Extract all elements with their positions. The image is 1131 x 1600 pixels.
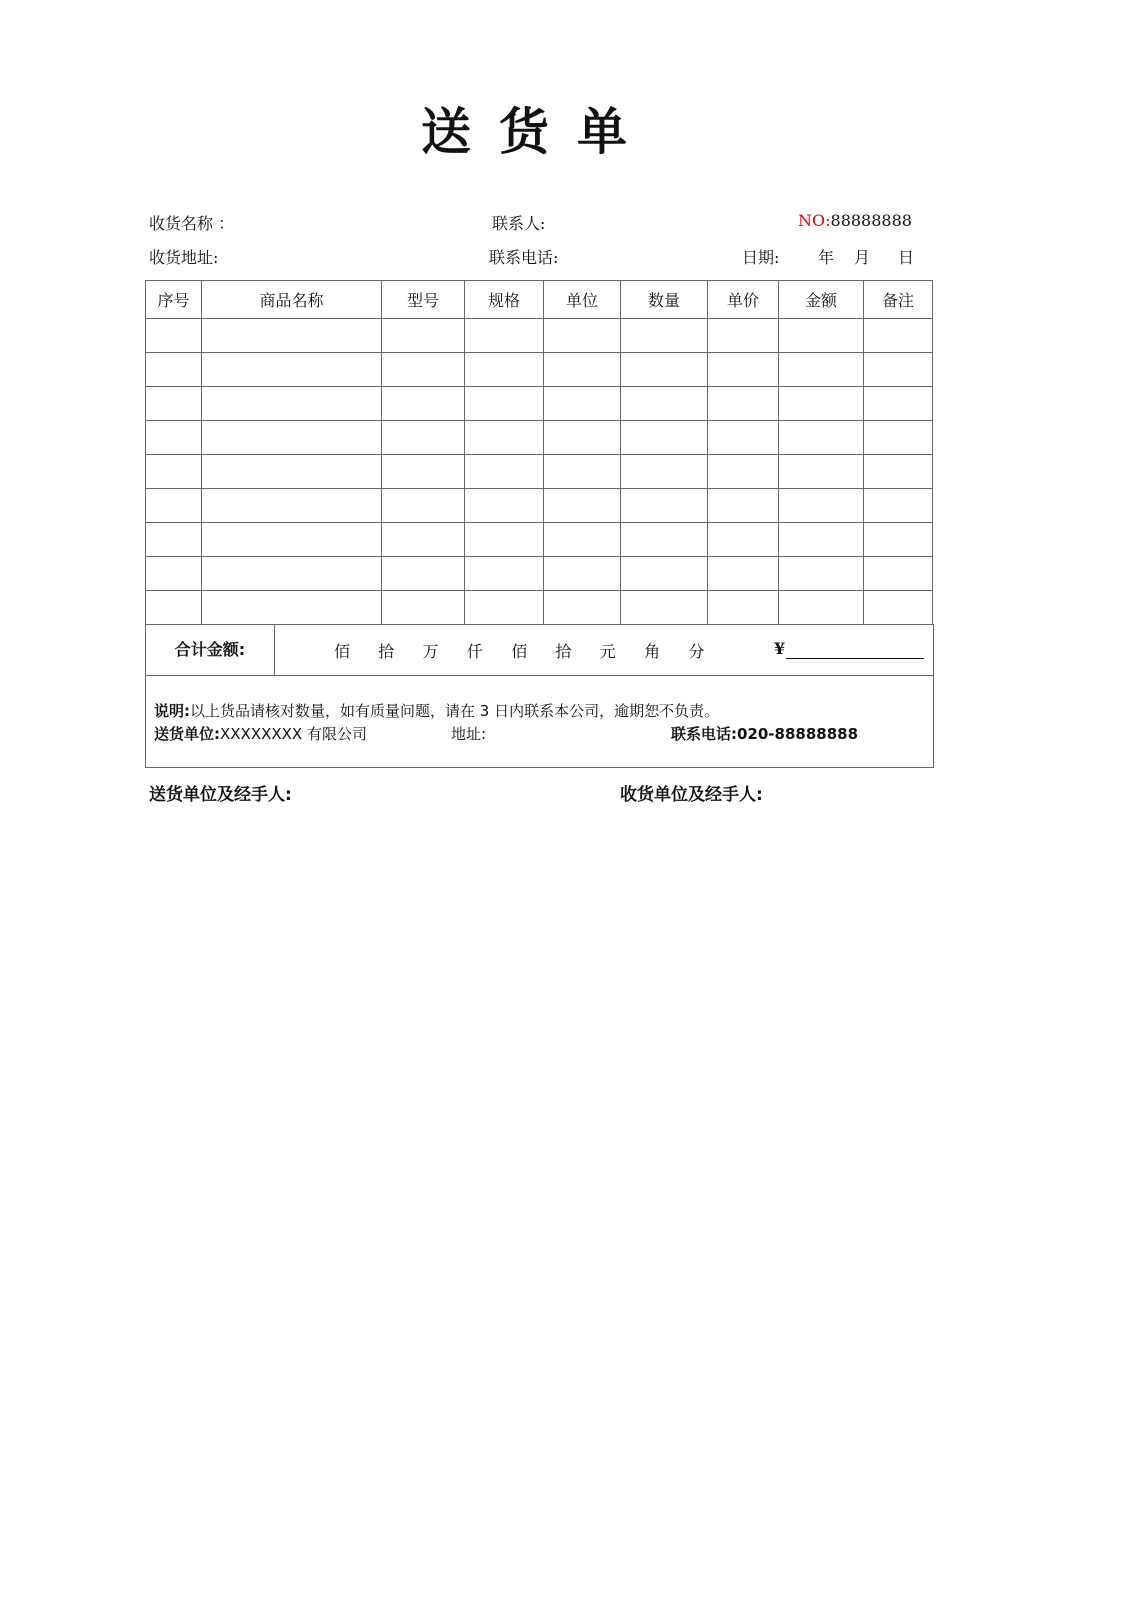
table-cell[interactable] [146, 353, 202, 387]
table-cell[interactable] [544, 319, 621, 353]
table-cell[interactable] [202, 319, 382, 353]
table-cell[interactable] [864, 353, 933, 387]
table-cell[interactable] [544, 489, 621, 523]
table-cell[interactable] [382, 319, 465, 353]
table-cell[interactable] [544, 591, 621, 625]
sender-company [154, 723, 367, 744]
sender-company-value: XXXXXXXX 有限公司 [220, 725, 367, 743]
column-header: 序号 [146, 281, 202, 319]
column-header: 备注 [864, 281, 933, 319]
sender-phone [671, 723, 858, 744]
sender-address-label: 地址: [451, 725, 487, 743]
table-row [146, 455, 933, 489]
table-cell[interactable] [779, 489, 864, 523]
currency-symbol: ¥ [774, 639, 786, 658]
table-cell[interactable] [146, 455, 202, 489]
table-row [146, 591, 933, 625]
table-cell[interactable] [864, 489, 933, 523]
table-cell[interactable] [779, 421, 864, 455]
total-amount-label: 合计金额: [146, 624, 275, 675]
total-amount-row [145, 624, 934, 676]
unit-label: 元 [599, 642, 616, 661]
table-cell[interactable] [382, 421, 465, 455]
table-cell[interactable] [382, 387, 465, 421]
contact-phone-label: 联系电话: [489, 248, 559, 267]
table-cell[interactable] [382, 557, 465, 591]
table-cell[interactable] [708, 319, 779, 353]
order-number-label: NO: [798, 211, 831, 230]
table-cell[interactable] [621, 387, 708, 421]
unit-label: 佰 [334, 642, 351, 661]
table-cell[interactable] [382, 523, 465, 557]
table-cell[interactable] [202, 455, 382, 489]
table-cell[interactable] [382, 489, 465, 523]
table-cell[interactable] [779, 353, 864, 387]
table-cell[interactable] [779, 523, 864, 557]
date-year: 年 [818, 248, 835, 267]
table-cell[interactable] [544, 353, 621, 387]
table-row [146, 557, 933, 591]
table-cell[interactable] [202, 421, 382, 455]
table-cell[interactable] [146, 319, 202, 353]
table-cell[interactable] [708, 523, 779, 557]
table-cell[interactable] [146, 421, 202, 455]
table-cell[interactable] [382, 455, 465, 489]
column-header: 单位 [544, 281, 621, 319]
unit-label: 万 [422, 642, 439, 661]
table-cell[interactable] [708, 421, 779, 455]
table-cell[interactable] [146, 591, 202, 625]
receiver-address-label: 收货地址: [149, 248, 219, 267]
table-cell[interactable] [864, 523, 933, 557]
table-row [146, 523, 933, 557]
table-row [146, 489, 933, 523]
contact-label: 联系人: [492, 214, 546, 233]
sender-phone-value: 020-88888888 [737, 725, 859, 743]
column-header: 金额 [779, 281, 864, 319]
table-cell[interactable] [544, 421, 621, 455]
unit-label: 角 [644, 642, 661, 661]
sender-company-label: 送货单位: [154, 725, 220, 743]
table-cell[interactable] [465, 353, 544, 387]
table-cell[interactable] [779, 557, 864, 591]
unit-label: 佰 [511, 642, 528, 661]
table-cell[interactable] [708, 455, 779, 489]
table-cell[interactable] [779, 387, 864, 421]
table-cell[interactable] [202, 557, 382, 591]
table-cell[interactable] [621, 591, 708, 625]
page-title: 送货单 [421, 103, 655, 161]
column-header: 数量 [621, 281, 708, 319]
table-cell[interactable] [864, 421, 933, 455]
table-cell[interactable] [465, 489, 544, 523]
note-text: 以上货品请核对数量，如有质量问题，请在 3 日内联系本公司，逾期恕不负责。 [190, 702, 720, 720]
table-cell[interactable] [779, 319, 864, 353]
table-cell[interactable] [382, 591, 465, 625]
table-cell[interactable] [202, 387, 382, 421]
table-cell[interactable] [465, 387, 544, 421]
table-cell[interactable] [465, 557, 544, 591]
column-header: 规格 [465, 281, 544, 319]
column-header: 单价 [708, 281, 779, 319]
table-cell[interactable] [202, 591, 382, 625]
sender-phone-label: 联系电话: [671, 725, 737, 743]
table-cell[interactable] [146, 557, 202, 591]
table-cell[interactable] [621, 455, 708, 489]
table-cell[interactable] [708, 489, 779, 523]
column-header: 商品名称 [202, 281, 382, 319]
table-header-row [146, 281, 933, 319]
table-cell[interactable] [146, 523, 202, 557]
column-header: 型号 [382, 281, 465, 319]
table-cell[interactable] [621, 353, 708, 387]
note-line [154, 700, 719, 721]
table-cell[interactable] [864, 319, 933, 353]
table-cell[interactable] [465, 421, 544, 455]
table-cell[interactable] [465, 523, 544, 557]
table-cell[interactable] [146, 387, 202, 421]
table-cell[interactable] [708, 557, 779, 591]
table-row [146, 387, 933, 421]
table-cell[interactable] [708, 353, 779, 387]
table-cell[interactable] [864, 557, 933, 591]
table-cell[interactable] [708, 387, 779, 421]
goods-table [145, 280, 933, 625]
amount-units [334, 639, 733, 662]
table-cell[interactable] [202, 489, 382, 523]
table-cell[interactable] [465, 319, 544, 353]
table-cell[interactable] [621, 421, 708, 455]
date-label: 日期: [742, 248, 780, 267]
table-cell[interactable] [202, 353, 382, 387]
table-cell[interactable] [779, 591, 864, 625]
table-cell[interactable] [465, 591, 544, 625]
receiver-name-label: 收货名称 ： [149, 214, 235, 233]
table-cell[interactable] [621, 489, 708, 523]
table-cell[interactable] [544, 387, 621, 421]
table-cell[interactable] [864, 455, 933, 489]
order-number-value: 88888888 [830, 211, 912, 230]
table-cell[interactable] [544, 455, 621, 489]
table-cell[interactable] [621, 523, 708, 557]
date-month: 月 [854, 248, 871, 267]
unit-label: 分 [688, 642, 705, 661]
table-cell[interactable] [621, 557, 708, 591]
order-number [798, 211, 912, 230]
table-cell[interactable] [779, 455, 864, 489]
table-cell[interactable] [146, 489, 202, 523]
table-cell[interactable] [864, 591, 933, 625]
unit-label: 拾 [378, 642, 395, 661]
table-cell[interactable] [544, 523, 621, 557]
table-cell[interactable] [864, 387, 933, 421]
note-section [145, 675, 934, 768]
receiver-signature-label: 收货单位及经手人: [620, 785, 763, 805]
table-row [146, 319, 933, 353]
unit-label: 仟 [466, 642, 483, 661]
sender-signature-label: 送货单位及经手人: [149, 785, 292, 805]
table-cell[interactable] [708, 591, 779, 625]
table-cell[interactable] [621, 319, 708, 353]
date-day: 日 [898, 248, 915, 267]
table-cell[interactable] [202, 523, 382, 557]
table-cell[interactable] [544, 557, 621, 591]
note-label: 说明: [154, 702, 190, 720]
table-row [146, 353, 933, 387]
table-row [146, 421, 933, 455]
table-cell[interactable] [382, 353, 465, 387]
unit-label: 拾 [555, 642, 572, 661]
amount-blank-line [786, 658, 924, 659]
table-cell[interactable] [465, 455, 544, 489]
